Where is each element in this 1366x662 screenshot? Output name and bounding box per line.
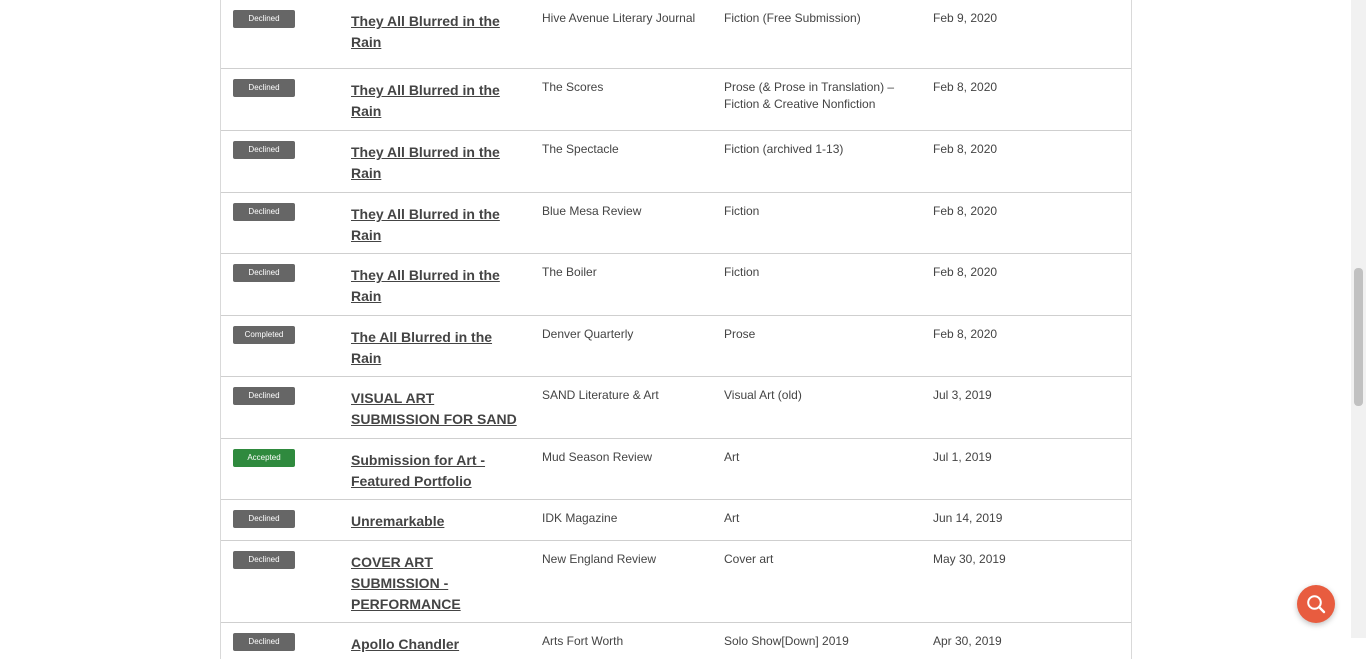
submission-date: Feb 8, 2020 (933, 327, 998, 341)
status-badge: Declined (233, 141, 295, 159)
search-icon (1306, 594, 1326, 614)
submission-title-link[interactable]: VISUAL ART SUBMISSION FOR SAND (351, 390, 517, 427)
submissions-table (220, 0, 1132, 659)
status-badge: Completed (233, 326, 295, 344)
publication-name: Arts Fort Worth (542, 634, 624, 648)
submission-date: Feb 9, 2020 (933, 11, 998, 25)
publication-name: Hive Avenue Literary Journal (542, 11, 696, 25)
publication-name: The Scores (542, 80, 604, 94)
table-row (221, 253, 1131, 315)
category: Art (724, 450, 740, 464)
table-row (221, 68, 1131, 130)
status-badge: Declined (233, 264, 295, 282)
category: Fiction (archived 1-13) (724, 142, 844, 156)
table-row (221, 438, 1131, 499)
table-row (221, 376, 1131, 438)
status-badge: Accepted (233, 449, 295, 467)
publication-name: IDK Magazine (542, 511, 618, 525)
publication-name: New England Review (542, 552, 657, 566)
submission-date: Jun 14, 2019 (933, 511, 1003, 525)
page-scrollbar[interactable] (1351, 0, 1366, 638)
table-row (221, 622, 1131, 662)
status-badge: Declined (233, 79, 295, 97)
scrollbar-thumb[interactable] (1354, 268, 1363, 406)
submission-title-link[interactable]: The All Blurred in the Rain (351, 329, 493, 366)
submission-date: Feb 8, 2020 (933, 80, 998, 94)
publication-name: The Spectacle (542, 142, 619, 156)
status-badge: Declined (233, 510, 295, 528)
submission-title-link[interactable]: They All Blurred in the Rain (351, 267, 500, 304)
publication-name: Mud Season Review (542, 450, 653, 464)
help-search-button[interactable] (1297, 585, 1335, 623)
submission-date: May 30, 2019 (933, 552, 1006, 566)
status-badge: Declined (233, 10, 295, 28)
table-row (221, 315, 1131, 376)
table-row (221, 192, 1131, 253)
submission-date: Feb 8, 2020 (933, 265, 998, 279)
submission-date: Apr 30, 2019 (933, 634, 1002, 648)
submission-date: Jul 1, 2019 (933, 450, 992, 464)
category: Cover art (724, 552, 774, 566)
submission-title-link[interactable]: Unremarkable (351, 513, 445, 529)
publication-name: SAND Literature & Art (542, 388, 659, 402)
submission-title-link[interactable]: Apollo Chandler (351, 636, 460, 652)
submission-date: Feb 8, 2020 (933, 142, 998, 156)
category: Solo Show[Down] 2019 (724, 634, 849, 648)
status-badge: Declined (233, 633, 295, 651)
submission-title-link[interactable]: They All Blurred in the Rain (351, 82, 500, 119)
status-badge: Declined (233, 203, 295, 221)
table-row (221, 130, 1131, 192)
category: Fiction (Free Submission) (724, 11, 861, 25)
submission-title-link[interactable]: Submission for Art - Featured Portfolio (351, 452, 486, 489)
submission-title-link[interactable]: They All Blurred in the Rain (351, 13, 500, 50)
publication-name: Denver Quarterly (542, 327, 634, 341)
submission-title-link[interactable]: They All Blurred in the Rain (351, 206, 500, 243)
table-row (221, 499, 1131, 540)
category: Prose (724, 327, 756, 341)
category: Art (724, 511, 740, 525)
table-row (221, 0, 1131, 68)
category: Fiction (724, 265, 760, 279)
publication-name: The Boiler (542, 265, 597, 279)
submission-date: Feb 8, 2020 (933, 204, 998, 218)
submission-title-link[interactable]: They All Blurred in the Rain (351, 144, 500, 181)
table-row (221, 540, 1131, 622)
category: Prose (& Prose in Translation) – Fiction & Creative Nonfiction (724, 80, 895, 111)
submission-date: Jul 3, 2019 (933, 388, 992, 402)
publication-name: Blue Mesa Review (542, 204, 642, 218)
status-badge: Declined (233, 551, 295, 569)
category: Fiction (724, 204, 760, 218)
submission-title-link[interactable]: COVER ART SUBMISSION - PERFORMANCE (351, 554, 461, 612)
status-badge: Declined (233, 387, 295, 405)
category: Visual Art (old) (724, 388, 802, 402)
